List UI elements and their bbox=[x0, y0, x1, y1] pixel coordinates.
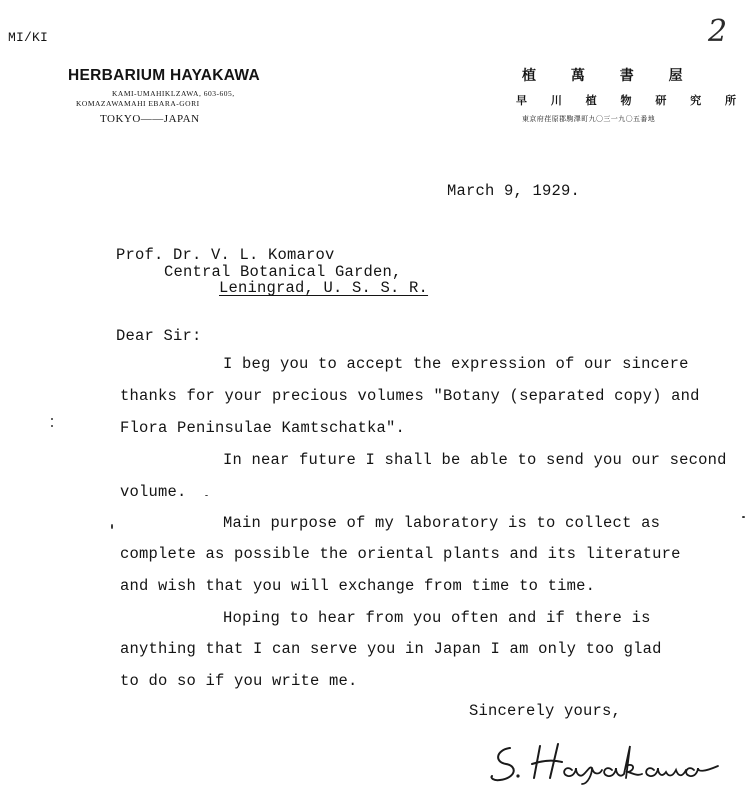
letterhead-city: TOKYO——JAPAN bbox=[100, 113, 200, 125]
body-line: volume. bbox=[120, 483, 187, 501]
body-line: In near future I shall be able to send you our second bbox=[223, 451, 727, 469]
paper-speck bbox=[742, 516, 745, 518]
reference-code: MI/KI bbox=[8, 30, 49, 45]
body-line: and wish that you will exchange from time to time. bbox=[120, 577, 596, 595]
body-line: Flora Peninsulae Kamtschatka". bbox=[120, 419, 406, 437]
body-line: complete as possible the oriental plants and its literature bbox=[120, 545, 681, 563]
paper-speck bbox=[205, 495, 208, 496]
letterhead-japanese-title: 植 萬 書 屋 bbox=[522, 68, 698, 84]
recipient-institution: Central Botanical Garden, bbox=[164, 263, 402, 281]
body-line: I beg you to accept the expression of our sincere bbox=[223, 355, 689, 373]
letter-date: March 9, 1929. bbox=[447, 182, 581, 200]
letterhead-japanese-address: 東京府荏原郡駒澤町九〇三一九〇五番地 bbox=[522, 115, 656, 123]
recipient-name: Prof. Dr. V. L. Komarov bbox=[116, 246, 335, 264]
letterhead-address-1: KAMI-UMAHIKLZAWA, 603-605, bbox=[112, 89, 235, 98]
body-line: Hoping to hear from you often and if there is bbox=[223, 609, 651, 627]
body-line: anything that I can serve you in Japan I am only too glad bbox=[120, 640, 662, 658]
body-line: Main purpose of my laboratory is to collect as bbox=[223, 514, 661, 532]
body-line: to do so if you write me. bbox=[120, 672, 358, 690]
page-number: 2 bbox=[708, 14, 728, 49]
salutation: Dear Sir: bbox=[116, 327, 202, 345]
letterhead-title: HERBARIUM HAYAKAWA bbox=[68, 67, 260, 84]
letterhead-address-2: KOMAZAWAMAHI EBARA-GORI bbox=[76, 99, 200, 108]
recipient-city: Leningrad, U. S. S. R. bbox=[219, 279, 429, 297]
paper-speck bbox=[51, 425, 53, 427]
body-line: thanks for your precious volumes "Botany (separated copy) and bbox=[120, 387, 700, 405]
closing: Sincerely yours, bbox=[469, 702, 622, 720]
letterhead-japanese-name: 早 川 植 物 研 究 所 bbox=[516, 94, 746, 107]
handwritten-signature bbox=[488, 736, 720, 786]
paper-speck bbox=[111, 524, 113, 529]
paper-speck bbox=[51, 418, 53, 420]
